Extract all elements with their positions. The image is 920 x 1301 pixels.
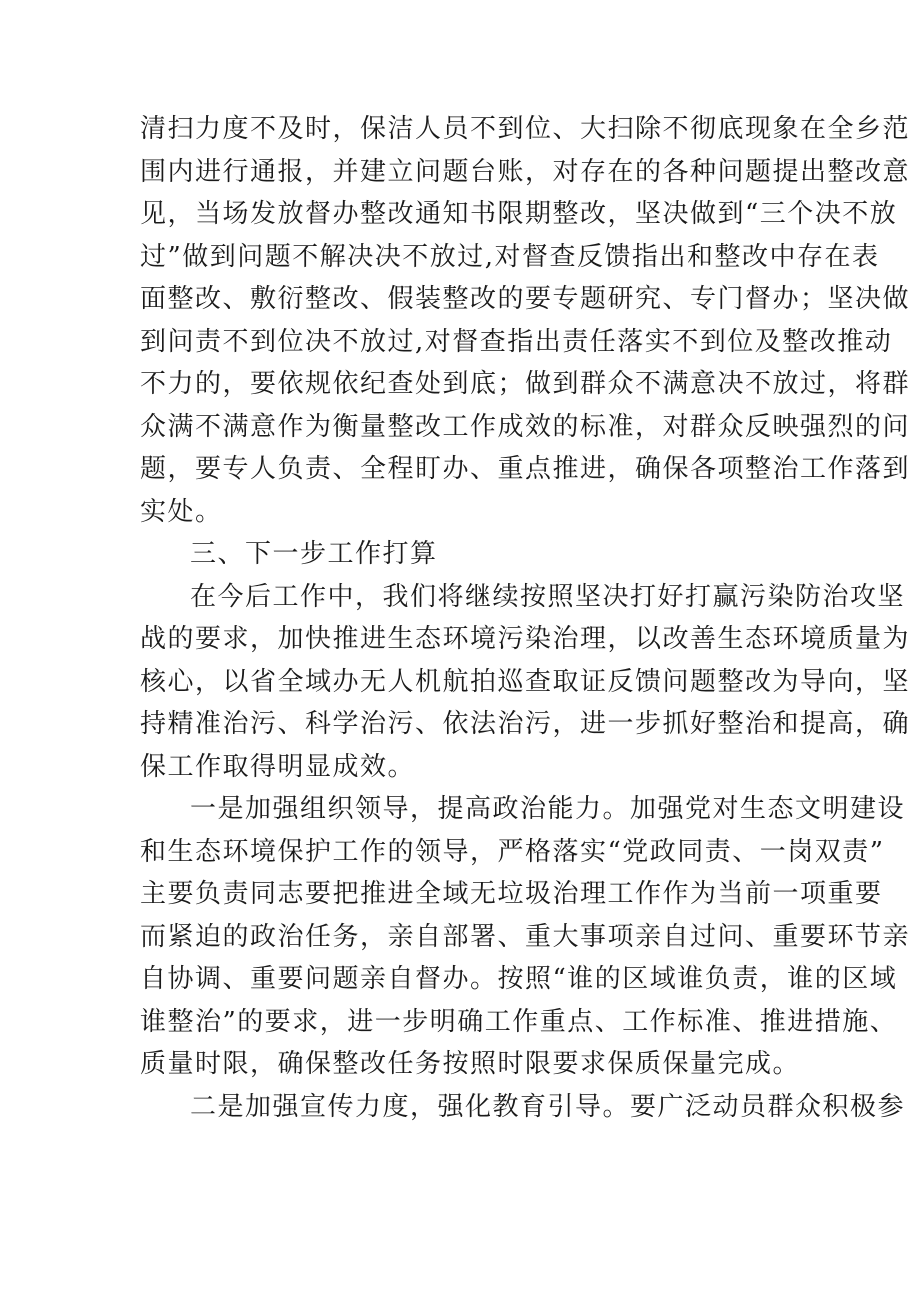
text-line: 过”做到问题不解决决不放过,对督查反馈指出和整改中存在表 <box>140 241 880 272</box>
text-line: 围内进行通报，并建立问题台账，对存在的各种问题提出整改意 <box>140 156 911 187</box>
text-line: 和生态环境保护工作的领导，严格落实“党政同责、一岗双责” <box>140 836 885 867</box>
text-line: 核心，以省全域办无人机航拍巡查取证反馈问题整改为导向，坚 <box>140 666 911 697</box>
paragraph-4 <box>140 1086 906 1129</box>
text-line: 持精准治污、科学治污、依法治污，进一步抓好整治和提高，确 <box>140 709 911 739</box>
text-line: 见，当场发放督办整改通知书限期整改，坚决做到“三个决不放 <box>140 199 898 229</box>
text-line: 不力的，要依规依纪查处到底；做到群众不满意决不放过，将群 <box>140 369 911 399</box>
text-line: 在今后工作中，我们将继续按照坚决打好打赢污染防治攻坚 <box>190 581 906 612</box>
text-line: 题，要专人负责、全程盯办、重点推进，确保各项整治工作落到 <box>140 454 911 484</box>
document-page <box>140 108 911 1128</box>
text-line: 实处。 <box>140 496 223 527</box>
text-line: 主要负责同志要把推进全域无垃圾治理工作作为当前一项重要 <box>140 879 883 909</box>
text-line: 而紧迫的政治任务，亲自部署、重大事项亲自过问、重要环节亲 <box>140 921 911 952</box>
paragraph-3 <box>140 788 911 1086</box>
text-line: 清扫力度不及时，保洁人员不到位、大扫除不彻底现象在全乡范 <box>140 114 911 144</box>
paragraph-2 <box>140 576 911 789</box>
text-line: 一是加强组织领导，提高政治能力。加强党对生态文明建设 <box>190 794 906 824</box>
text-line: 面整改、敷衍整改、假装整改的要专题研究、专门督办；坚决做 <box>140 284 911 314</box>
text-line: 到问责不到位决不放过,对督查指出责任落实不到位及整改推动 <box>140 326 893 357</box>
text-line: 自协调、重要问题亲自督办。按照“谁的区域谁负责，谁的区域 <box>140 964 898 994</box>
text-line: 战的要求，加快推进生态环境污染治理，以改善生态环境质量为 <box>140 624 911 654</box>
text-line: 谁整治”的要求，进一步明确工作重点、工作标准、推进措施、 <box>140 1006 898 1037</box>
text-line: 质量时限，确保整改任务按照时限要求保质保量完成。 <box>140 1049 801 1079</box>
text-line: 二是加强宣传力度，强化教育引导。要广泛动员群众积极参 <box>190 1091 906 1122</box>
text-line: 众满不满意作为衡量整改工作成效的标准，对群众反映强烈的问 <box>140 411 911 442</box>
paragraph-1 <box>140 108 911 533</box>
text-line: 保工作取得明显成效。 <box>140 751 416 782</box>
section-heading: 三、下一步工作打算 <box>190 539 438 569</box>
